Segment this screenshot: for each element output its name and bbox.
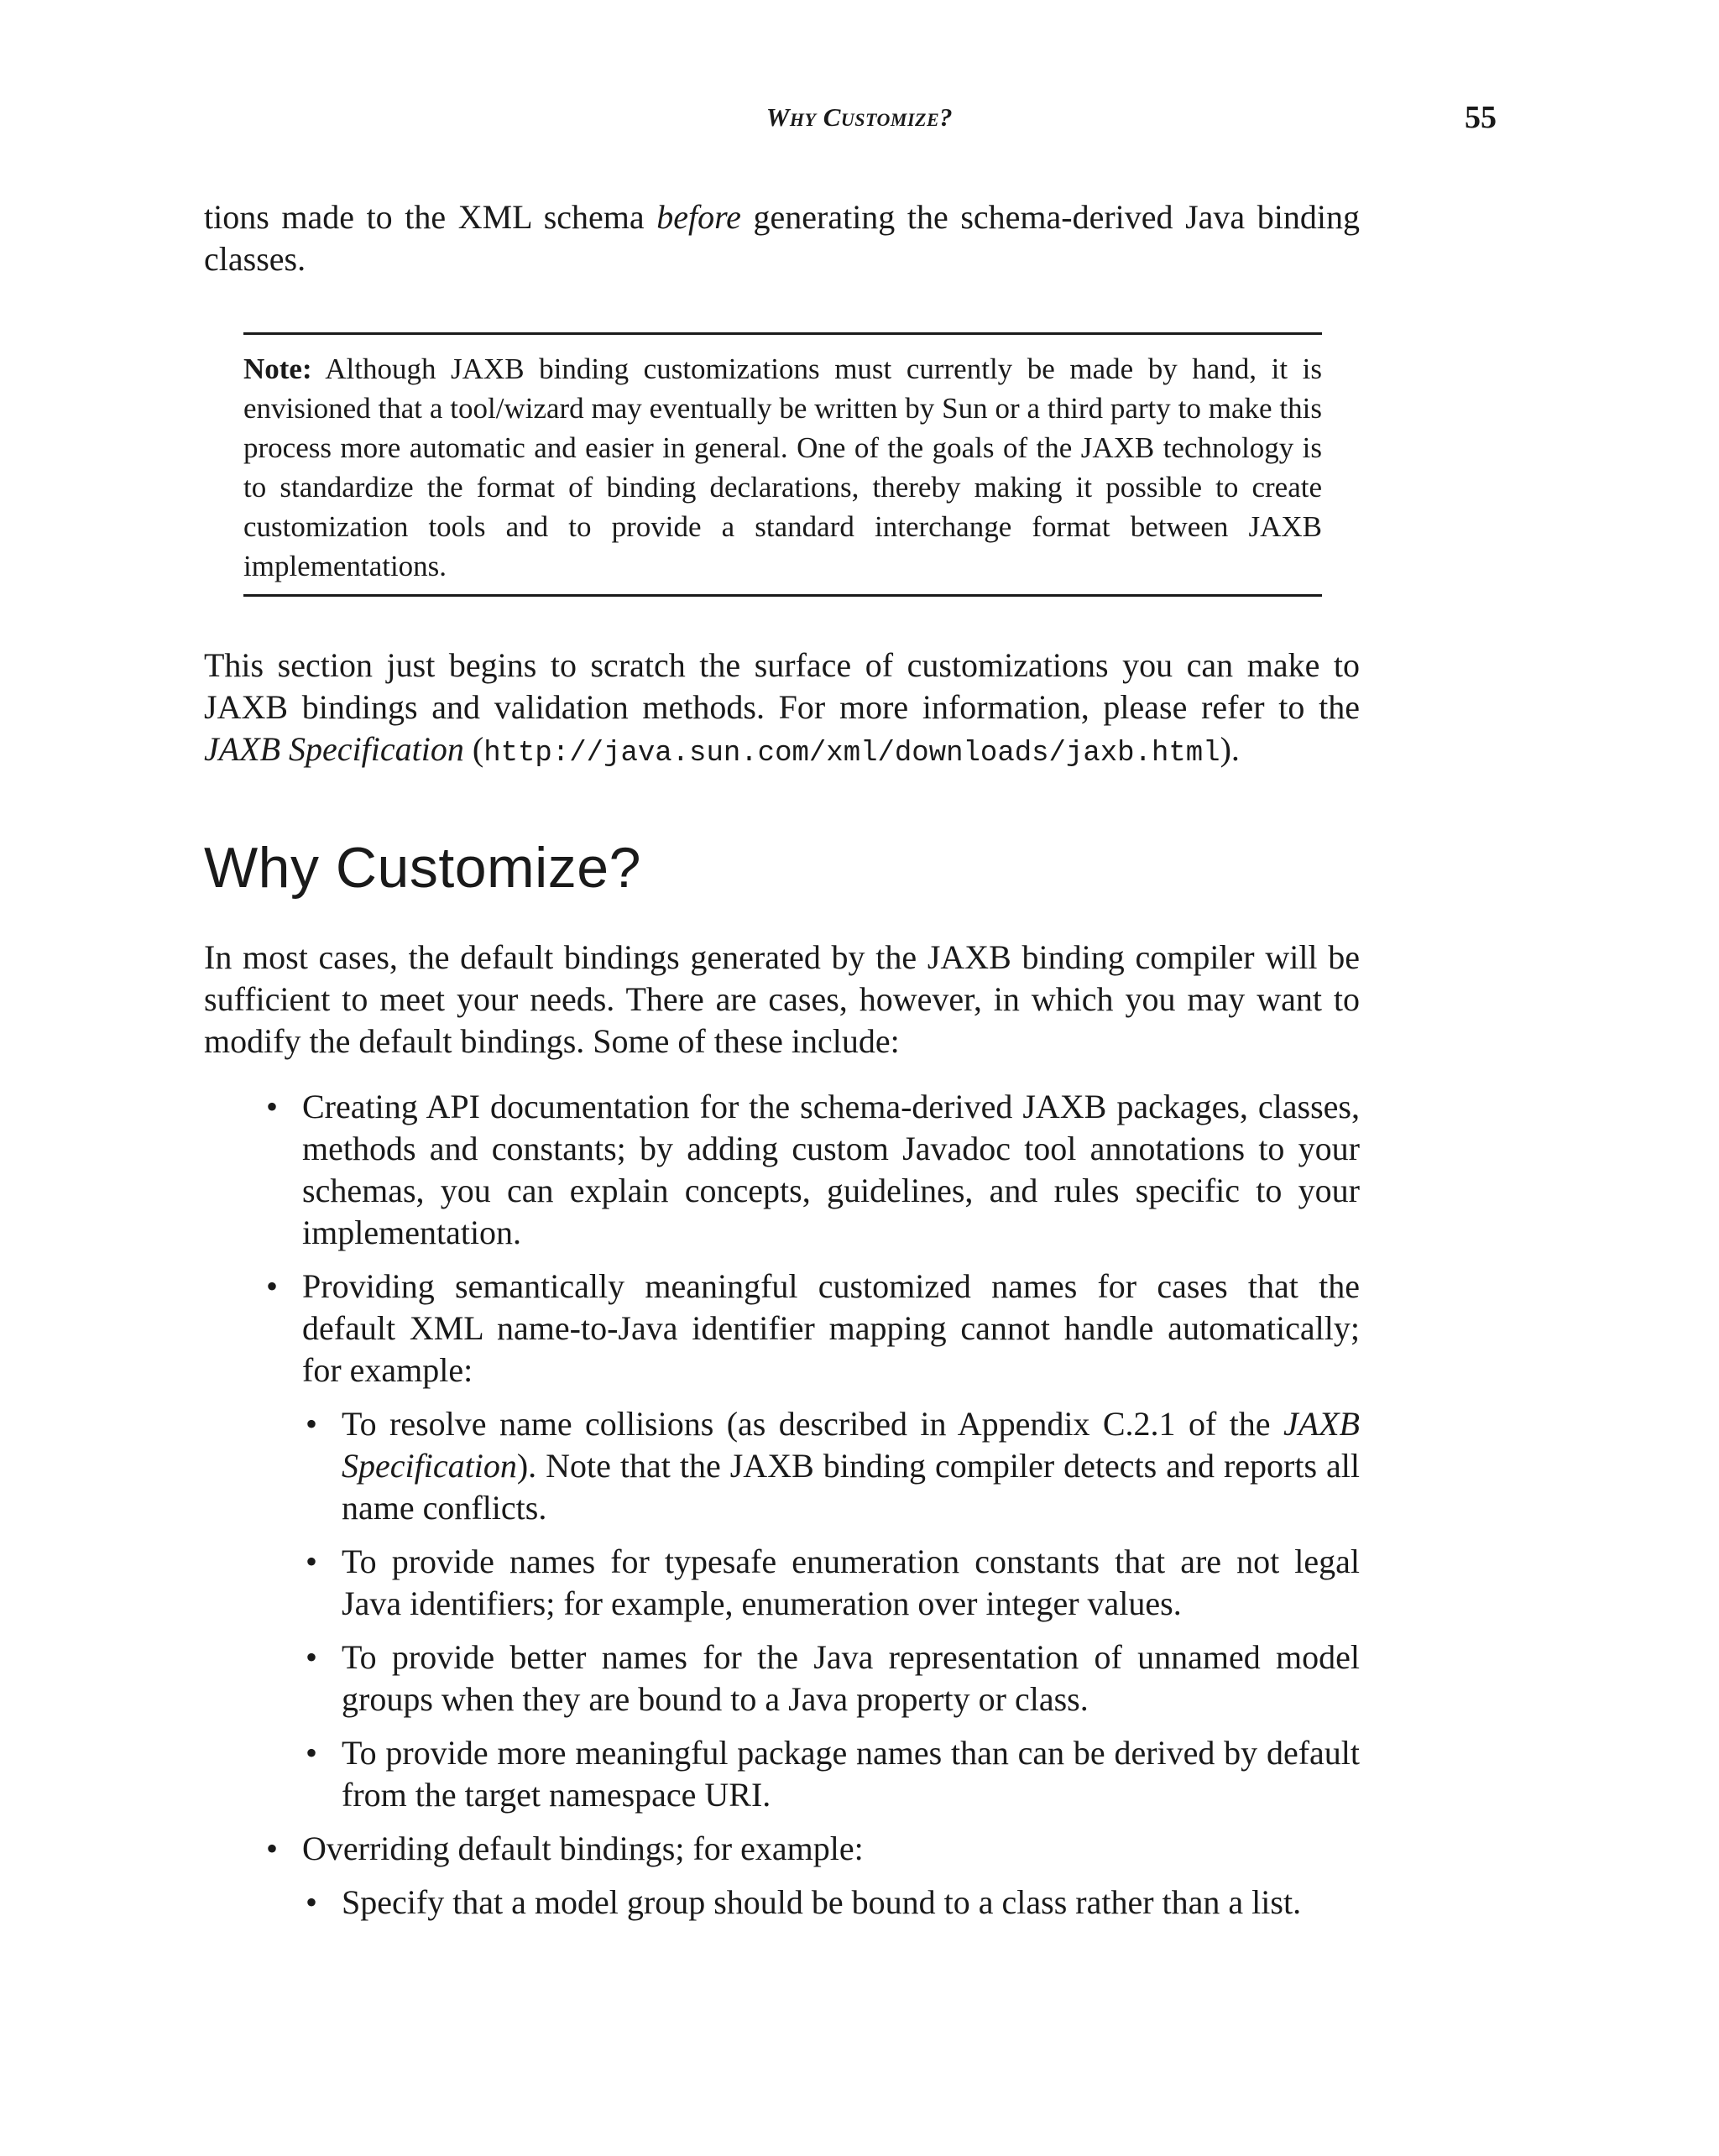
list-item xyxy=(266,1828,1360,1924)
sub-item-text: To provide more meaningful package names than can be derived by default from the target namespace URI. xyxy=(342,1734,1360,1814)
spec-url: http://java.sun.com/xml/downloads/jaxb.html xyxy=(483,738,1220,770)
override-sublist xyxy=(306,1882,1360,1924)
bullet-glyph: • xyxy=(306,1405,318,1443)
bullet-glyph: • xyxy=(306,1543,318,1580)
sub-item-text-end: ). Note that the JAXB binding compiler detects and reports all name conflicts. xyxy=(342,1447,1360,1527)
bullet-glyph: • xyxy=(306,1638,318,1676)
intro-text-end: generating the schema-derived Java binding classes. xyxy=(204,198,1360,278)
section-paragraph xyxy=(204,645,1360,775)
sub-list-item xyxy=(306,1732,1360,1816)
bullet-glyph: • xyxy=(266,1088,279,1125)
sub-item-spec-title: JAXB Specification xyxy=(342,1405,1360,1485)
list-item-text: Providing semantically meaningful customized names for cases that the default XML name-to-Java identifier mapping cannot handle automatically; for example: xyxy=(302,1267,1360,1389)
intro-paragraph xyxy=(204,196,1360,280)
sub-list-item xyxy=(306,1882,1360,1924)
sub-item-text: Specify that a model group should be bound to a class rather than a list. xyxy=(342,1883,1302,1921)
page-number: 55 xyxy=(1465,100,1497,135)
sub-item-text: To provide names for typesafe enumeration constants that are not legal Java identifiers; for example, enumeration over integer values. xyxy=(342,1543,1360,1622)
note-label: Note: xyxy=(243,352,312,385)
sub-list-item xyxy=(306,1403,1360,1529)
sub-item-text: To provide better names for the Java representation of unnamed model groups when they are bound to a Java property or class. xyxy=(342,1638,1360,1718)
intro-text-start: tions made to the XML schema xyxy=(204,198,657,236)
page-header xyxy=(0,99,1719,141)
list-item xyxy=(266,1086,1360,1254)
why-paragraph: In most cases, the default bindings generated by the JAXB binding compiler will be sufficient to meet your needs. There are cases, however, in which you may want to modify the default bindings. Some of these include: xyxy=(204,938,1360,1060)
list-item-text: Overriding default bindings; for example: xyxy=(302,1830,864,1867)
sub-item-text-start: To resolve name collisions (as described in Appendix C.2.1 of the xyxy=(342,1405,1283,1443)
customization-list xyxy=(266,1086,1360,1935)
running-head: Why Customize? xyxy=(765,102,954,132)
bullet-glyph: • xyxy=(306,1734,318,1772)
naming-sublist xyxy=(306,1403,1360,1816)
bullet-glyph: • xyxy=(306,1883,318,1921)
note-text: Although JAXB binding customizations must currently be made by hand, it is envisioned that a tool/wizard may eventually be written by Sun or a third party to make this process more automatic and easier in general. One of the goals of the JAXB technology is to standardize the format of binding declarations, thereby making it possible to create customization tools and to provide a standard interchange format between JAXB implementations. xyxy=(243,352,1322,582)
bullet-glyph: • xyxy=(266,1830,279,1867)
section-heading: Why Customize? xyxy=(204,836,641,900)
sub-list-item xyxy=(306,1637,1360,1720)
list-item-text: Creating API documentation for the schema-derived JAXB packages, classes, methods and constants; by adding custom Javadoc tool annotations to your schemas, you can explain concepts, guidelines, and rules specific to your implementation. xyxy=(302,1088,1360,1251)
open-paren: ( xyxy=(463,730,484,768)
spec-title: JAXB Specification xyxy=(204,730,464,768)
bullet-glyph: • xyxy=(266,1267,279,1305)
section-paragraph-text: This section just begins to scratch the surface of customizations you can make to JAXB bindings and validation methods. For more information, please refer to the xyxy=(204,646,1360,726)
sub-list-item xyxy=(306,1541,1360,1625)
intro-emphasis: before xyxy=(656,198,741,236)
list-item xyxy=(266,1266,1360,1816)
close-paren: ). xyxy=(1220,730,1240,768)
note-box xyxy=(243,332,1322,597)
